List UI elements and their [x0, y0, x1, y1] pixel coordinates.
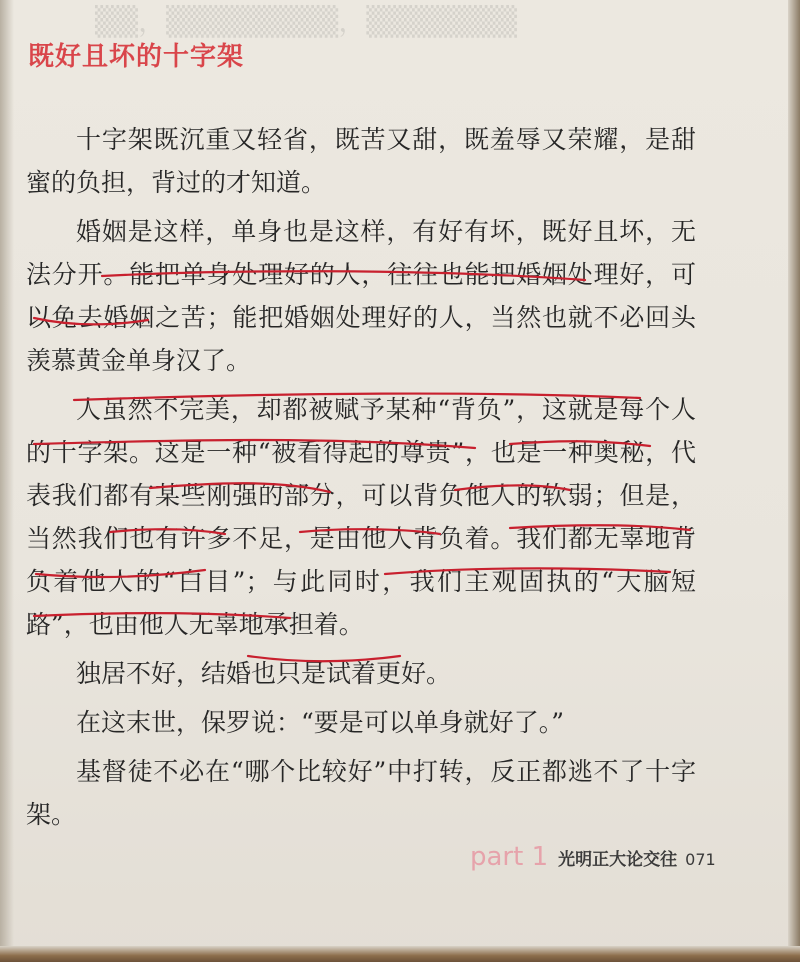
paragraph-1: 十字架既沉重又轻省，既苦又甜，既羞辱又荣耀，是甜蜜的负担，背过的才知道。 [26, 125, 696, 197]
spine-shadow [0, 0, 14, 962]
part-label: part 1 [470, 842, 549, 872]
page-right-edge [788, 0, 800, 962]
paragraph-6: 基督徒不必在“哪个比较好”中打转，反正都逃不了十字架。 [26, 757, 696, 829]
paragraph-3: 人虽然不完美，却都被赋予某种“背负”，这就是每个人的十字架。这是一种“被看得起的尊贵”，也是一种奥秘，代表我们都有某些刚强的部分，可以背负他人的软弱；但是，当然我们也有许多不足，是由他人背负着。我们都无辜地背负着他人的“白目”；与此同时，我们主观固执的“大脑短路”，也由他人无辜地承担着。 [26, 395, 696, 639]
paragraph-4: 独居不好，结婚也只是试着更好。 [76, 659, 452, 688]
body-text [26, 118, 696, 836]
table-edge [0, 946, 800, 962]
paragraph-5: 在这末世，保罗说：“要是可以单身就好了。” [76, 708, 565, 737]
chapter-title: 既好且坏的十字架 [28, 42, 245, 72]
bleed-through-text: ▒▒，▒▒▒▒▒▒▒▒，▒▒▒▒▒▒▒ [95, 5, 518, 38]
page-number: 071 [685, 850, 716, 869]
page-footer [470, 842, 716, 872]
book-title: 光明正大论交往 [558, 850, 678, 870]
paragraph-2: 婚姻是这样，单身也是这样，有好有坏，既好且坏，无法分开。能把单身处理好的人，往往也能把婚姻处理好，可以免去婚姻之苦；能把婚姻处理好的人，当然也就不必回头羡慕黄金单身汉了。 [26, 217, 696, 375]
